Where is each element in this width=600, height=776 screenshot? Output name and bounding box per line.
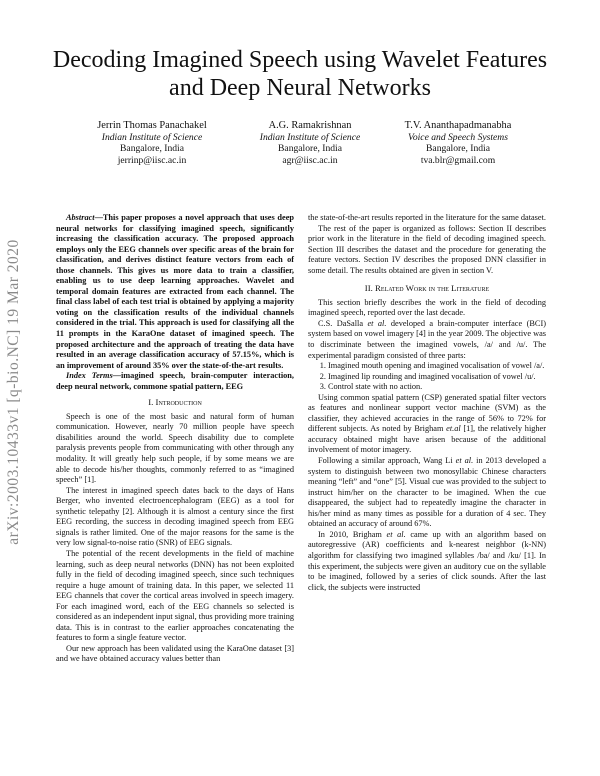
- wang-text-a: Following a similar approach, Wang Li: [318, 456, 456, 466]
- author-location: Bangalore, India: [120, 143, 184, 155]
- author-affiliation: Indian Institute of Science: [101, 131, 203, 143]
- dasalla-author: C.S. DaSalla: [318, 318, 364, 328]
- section-heading-related-work: II. Related Work in the Literature: [364, 283, 490, 294]
- author-name: A.G. Ramakrishnan: [268, 120, 352, 131]
- csp-etal: et.al: [446, 424, 461, 434]
- wang-etal: et al.: [455, 456, 474, 466]
- abstract-text: —This paper proposes a novel approach that uses deep neural networks for classifying imagined speech, significantly increasing the classification accuracy. The proposed approach employs only the EEG channels over specific areas of the brain for classification, and derives distinct feature vectors from each of those channels. This gives us more data to train a classifier, enabling us to use deep learning approaches. Wavelet and temporal domain features are extracted from each channel. The final class label of each test trial is obtained by applying a majority voting on the classification results of the individual channels considered in the trial. This approach is used for classifying all the 11 prompts in the KaraOne dataset of imagined speech. The proposed architecture and the approach of treating the data have resulted in an average classification accuracy of 57.15%, which is an improvement of around 35% over the state-of-the-art results.: [56, 213, 294, 370]
- list-item: 2. Imagined lip rounding and imagined vocalisation of vowel /u/.: [328, 372, 546, 383]
- intro-paragraph-4: Our new approach has been validated using the KaraOne dataset [3] and we have obtained accuracy values better than: [56, 643, 294, 664]
- author-name: Jerrin Thomas Panachakel: [97, 120, 207, 131]
- intro-paragraph-1: Speech is one of the most basic and natural form of human communication. However, nearly 70 million people have speech disabilities around the world. Speech disability due to complete paralysis prevents people from communicating with other through any modality. It will greatly help such people, if by some means we are able to decode his/her thoughts, commonly referred to as “imagined speech” [1].: [56, 411, 294, 485]
- intro-paragraph-3: The potential of the recent developments in the field of machine learning, such as deep neural networks (DNN) has not been exploited fully in the field of decoding imagined speech, since such techniques require a huge amount of training data. In this paper, we selected 11 EEG channels that cover the cortical areas involved in speech imagery. For each imagined word, each of the EEG channels so selected is considered as an independent input signal, thus providing more training data. This is in contrast to the earlier approaches concatenating the features to form a single feature vector.: [56, 548, 294, 643]
- author-email: agr@iisc.ac.in: [282, 154, 338, 166]
- author-email: tva.blr@gmail.com: [420, 154, 496, 166]
- author-location: Bangalore, India: [426, 143, 490, 155]
- paradigm-list: [308, 361, 546, 393]
- author-location: Bangalore, India: [278, 143, 342, 155]
- index-terms: [56, 371, 294, 392]
- author-name: T.V. Ananthapadmanabha: [404, 120, 512, 131]
- author-email: jerrinp@iisc.ac.in: [117, 154, 187, 166]
- intro-paragraph-2: The interest in imagined speech dates back to the days of Hans Berger, who invented electroencephalogram (EEG) as a tool for synthetic telepathy [2]. Although it is almost a century since the first EEG recording, the success in decoding imagined speech from EEG signals is rather limited. One of the major reasons for the same is the very low signal-to-noise ratio (SNR) of EEG signals.: [56, 485, 294, 548]
- section-heading-introduction: I. Introduction: [148, 397, 202, 408]
- left-column: [56, 213, 294, 665]
- arxiv-stamp: [2, 172, 26, 612]
- csp-paragraph: [308, 393, 546, 456]
- brigham-etal: et al.: [386, 529, 406, 539]
- organization-paragraph: The rest of the paper is organized as follows: Section II describes prior work in the literature in the field of decoding imagined speech. Section III describes the dataset and the procedure for generating the feature vectors. Section IV describes the proposed DNN classifier in some detail. The results obtained are given in section V.: [308, 223, 546, 275]
- author-block-1: [72, 120, 232, 166]
- paper-title: Decoding Imagined Speech using Wavelet Features and Deep Neural Networks: [52, 47, 548, 101]
- index-terms-label: Index Terms: [66, 371, 113, 381]
- author-block-3: [378, 120, 538, 166]
- dasalla-paragraph: [308, 319, 546, 361]
- wang-paragraph: [308, 456, 546, 530]
- continued-paragraph: the state-of-the-art results reported in the literature for the same dataset.: [308, 213, 546, 222]
- dasalla-text: developed a brain-computer interface (BCI) system based on vowel imagery [4] in the year 2009. The objective was to discriminate between the imagined vowels, /a/ and /u/. The experimental paradigm consisted of three parts:: [308, 318, 546, 360]
- brigham-text-b: came up with an algorithm based on autoregressive (AR) coefficients and k-nearest neighbor (k-NN) algorithm for classifying two imagined syllables /ba/ and /ku/ [1]. In this experiment, the subjects were given an auditory cue on the syllable to be imagined, followed by a series of click sounds. After the last click, the subjects were instructed: [308, 529, 546, 592]
- author-block-2: [230, 120, 390, 166]
- arxiv-stamp-text: arXiv:2003.10433v1 [q-bio.NC] 19 Mar 2020: [5, 239, 22, 545]
- abstract: [56, 213, 294, 371]
- related-work-intro: This section briefly describes the work in the field of decoding imagined speech, reported over the last decade.: [308, 297, 546, 318]
- brigham-paragraph: [308, 530, 546, 593]
- csp-text-b: [1], the relatively higher accuracy obtained might have arisen because of the additional involvement of motor imagery.: [308, 424, 546, 455]
- dasalla-etal: et al.: [367, 318, 387, 328]
- brigham-text-a: In 2010, Brigham: [318, 529, 387, 539]
- author-affiliation: Indian Institute of Science: [259, 131, 361, 143]
- abstract-label: Abstract: [66, 213, 95, 222]
- wang-text-b: in 2013 developed a system to distinguish between two monosyllabic Chinese characters meaning “left” and “one” [5]. Visual cue was provided to the subject to instruct him/her on the character to be imagined. When the cue disappeared, the subject had to repeatedly imagine the character in his/her mind as many times as possible for a duration of 4 sec. They obtained an accuracy of around 67%.: [308, 456, 546, 529]
- csp-text-a: Using common spatial pattern (CSP) generated spatial filter vectors as features and nonlinear support vector machine (SVM) as the classifier, they achieved accuracies in the range of 56% to 72% for different subjects. As noted by Brigham: [308, 392, 546, 434]
- right-column: [308, 213, 546, 593]
- list-item: 3. Control state with no action.: [328, 382, 546, 393]
- author-affiliation: Voice and Speech Systems: [408, 131, 508, 143]
- list-item: 1. Imagined mouth opening and imagined vocalisation of vowel /a/.: [328, 361, 546, 372]
- index-terms-text: —imagined speech, brain-computer interaction, deep neural network, commone spatial pattern, EEG: [56, 371, 294, 391]
